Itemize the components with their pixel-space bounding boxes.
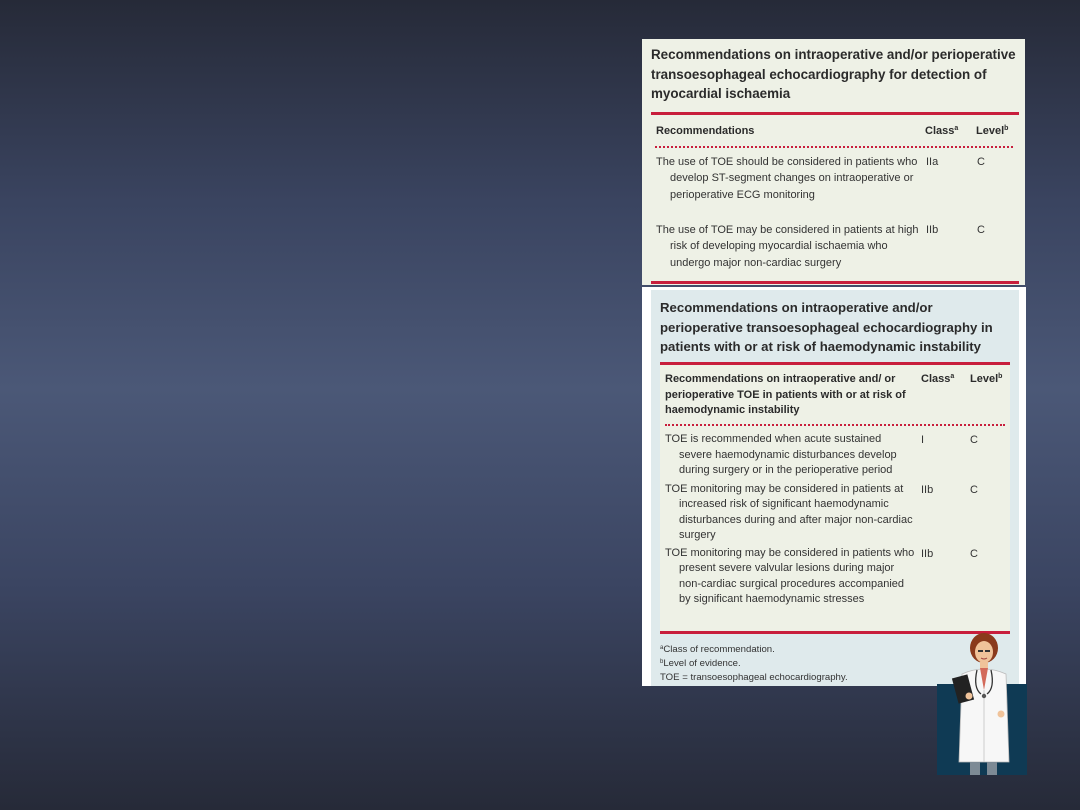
col-header-class: Class$^a$ (921, 373, 955, 385)
table-row-1-level: C (970, 434, 978, 446)
table-bottom-rule (651, 281, 1019, 284)
recommendation-table (660, 362, 1010, 634)
table-row-2-level: C (970, 484, 978, 496)
footnote-a: $^a$Class of recommendation. (660, 644, 775, 655)
table-row-1-text: TOE is recommended when acute sustained severe haemodynamic disturbances develop during surgery or in the perioperative period (665, 433, 897, 477)
table-row-3-text: TOE monitoring may be considered in patients who present severe valvular lesions during major non-cardiac surgical procedures accompanied by significant haemodynamic stresses (665, 547, 915, 606)
col-header-level: Level$^b$ (976, 125, 1009, 137)
header-divider (655, 146, 1013, 148)
table-top-rule (660, 362, 1010, 365)
table-row-1-text: The use of TOE should be considered in patients who develop ST-segment changes on intraoperative or perioperative ECG monitoring (656, 156, 918, 201)
col-header-level: Level$^b$ (970, 373, 1003, 385)
table-row-2-text: The use of TOE may be considered in patients at high risk of developing myocardial ischaemia who undergo major non-cardiac surgery (656, 224, 919, 269)
table-row-3-class: IIb (921, 548, 934, 560)
box-title: Recommendations on intraoperative and/or perioperative transoesophageal echocardiography for detection of myocardial ischaemia (651, 47, 1016, 101)
table-row-3-level: C (970, 548, 978, 560)
col-header-class: Class$^a$ (925, 125, 959, 137)
table-row-2-class: IIb (926, 224, 939, 236)
col-header-recommendations: Recommendations (656, 125, 755, 137)
table-row-2-class: IIb (921, 484, 934, 496)
doctor-clipart-icon (937, 630, 1027, 775)
table-row-1-class: IIa (926, 156, 939, 168)
table-row-1-class: I (921, 434, 925, 446)
table-top-rule (651, 112, 1019, 115)
footnote-toe: TOE = transoesophageal echocardiography. (660, 672, 848, 683)
table-row-1-level: C (977, 156, 985, 168)
recommendation-box-ischaemia (642, 39, 1025, 285)
table-row-2-level: C (977, 224, 985, 236)
col-header-recommendations: Recommendations on intraoperative and/ or perioperative TOE in patients with or at risk of haemodynamic instability (665, 373, 906, 416)
header-divider (665, 424, 1005, 426)
table-row-2-text: TOE monitoring may be considered in patients at increased risk of significant haemodynamic disturbances during and after major non-cardiac surgery (665, 483, 913, 542)
footnote-b: $^b$Level of evidence. (660, 658, 741, 669)
box-title: Recommendations on intraoperative and/or perioperative transoesophageal echocardiography in patients with or at risk of haemodynamic instability (660, 300, 993, 354)
